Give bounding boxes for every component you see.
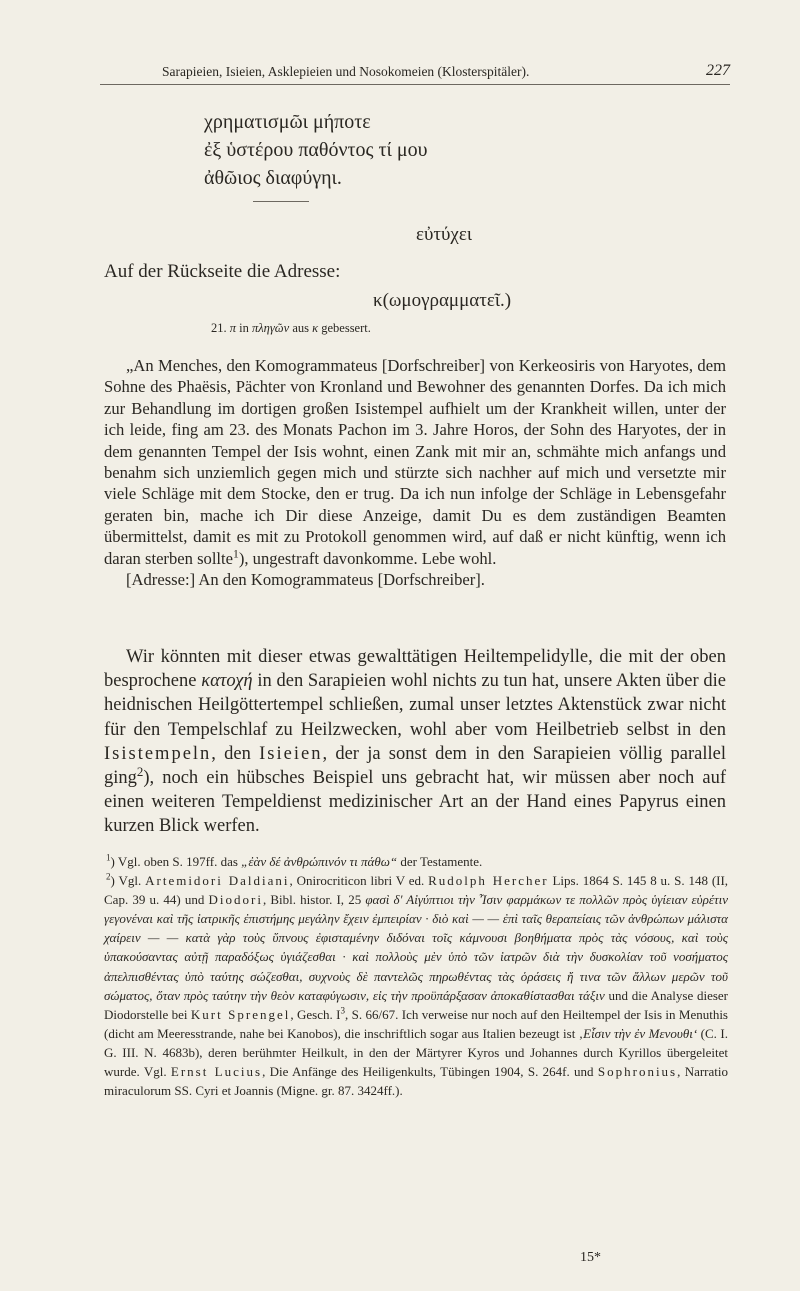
translation-text-end: ), ungestraft davonkomme. Lebe wohl. <box>238 548 497 568</box>
greek-address: κ(ωμογραμματεῖ.) <box>373 290 512 311</box>
greek-line-1: χρηματισμῶι μήποτε <box>204 111 371 133</box>
footnote-2-marker: 2 <box>106 871 111 882</box>
verso-label: Auf der Rückseite die Adresse: <box>104 261 341 282</box>
footnote-2-sup: 3 <box>340 1005 345 1016</box>
note-word: πληγῶν <box>252 321 290 335</box>
translation-block <box>104 355 726 590</box>
footnotes <box>104 852 728 1100</box>
greek-closing: εὐτύχει <box>416 224 472 245</box>
body-paragraph <box>104 645 726 839</box>
footnote-1-text: ) Vgl. oben S. 197ff. das <box>110 854 238 869</box>
spaced-sophronius: Sophronius <box>597 1064 678 1080</box>
footnote-2-text-h: (C. I. G. III. N. 4683b), deren berühmter Heilkult, in den der Märtyrer Kyros und Johannes durch Kyrillos übergeleitet wurde. Vgl. <box>104 1025 728 1080</box>
footnote-2-text-j: , Narratio miraculorum SS. Cyri et Joannis (Migne. gr. 87. 3424ff.). <box>104 1064 729 1099</box>
note-end: gebessert. <box>321 321 371 335</box>
footnote-2 <box>104 871 728 1100</box>
footnote-1-greek: „ἐὰν δέ ἀνθρώπινόν τι πάθω“ <box>241 854 398 869</box>
note-line-number: 21. <box>211 321 227 335</box>
translation-paragraph <box>104 355 726 569</box>
header-rule <box>100 84 730 85</box>
critical-note <box>211 321 371 336</box>
running-title: Sarapieien, Isieien, Asklepieien und Nosokomeien (Klosterspitäler). <box>162 64 530 79</box>
body-text-2: in den Sarapieien wohl nichts zu tun hat, unsere Akten über die heidnischen Heilgöttertempel schließen, zumal unser letztes Aktenstück zwar nicht für den Tempelschlaf zu Heilzwecken, wohl aber vom Heilbetrieb selbst in den <box>104 671 727 740</box>
footnote-ref-2: 2 <box>136 763 144 779</box>
footnote-2-text-e: und die Analyse dieser Diodorstelle bei <box>104 987 729 1022</box>
body-text-5: ), noch ein hübsches Beispiel uns gebracht hat, wir müssen aber noch auf einen weiteren Tempeldienst medizinischer Art an der Hand eines Papyrus einen kurzen Blick werfen. <box>104 768 726 837</box>
note-aus: aus <box>292 321 309 335</box>
body-text-3: , den <box>211 743 251 764</box>
footnote-1 <box>104 852 728 871</box>
signature-mark: 15* <box>580 1250 601 1265</box>
greek-divider <box>253 201 309 202</box>
footnote-2-greek-inscription: ‚Εἶσιν τὴν ἐν Μενουθι‘ <box>578 1025 698 1041</box>
spaced-lucius: Ernst Lucius <box>170 1064 263 1080</box>
footnote-2-greek-quote: φασὶ δ' Αἰγύπτιοι τὴν Ἶσιν φαρμάκων τε πολλῶν πρὸς ὑγίειαν εὑρέτιν γεγονέναι καὶ τῆς ἰατρικῆς ἐπιστήμης μεγάλην ἔχειν ἐμπειρίαν · διὸ καὶ — — ἐπὶ ταῖς θεραπείαις τῶν ἀνθρώπων μάλιστα χαίρειν — — κατὰ γὰρ τοὺς ὕπνους ἐφισταμένην διδόναι τοῖς κάμνουσι βοηθήματα πρὸς τὰς νόσους, καὶ τοὺς ὑπακούσαντας αὐτῇ παραδόξως ὑγιάζεσθαι · καὶ πολλοὺς μὲν ὑπὸ τῶν ἰατρῶν διὰ τὴν δυσκολίαν τοῦ νοσήματος ἀπελπισθέντας ὑπὸ ταύτης σώζεσθαι, συχνοὺς δὲ παντελῶς πηρωθέντας τὰς ὁράσεις ἤ τινα τῶν ἄλλων μερῶν τοῦ σώματος, ὅταν πρὸς ταύτην τὴν θεὸν καταφύγωσιν, εἰς τὴν προϋπάρξασαν ἀποκαθίστασθαι τάξιν <box>104 892 729 1003</box>
footnote-separator <box>104 838 726 839</box>
footnote-2-text-c: Lips. 1864 S. 145 8 u. S. 148 (II, Cap. 39 u. 44) und <box>104 873 729 908</box>
greek-line-3: ἀθῶιος διαφύγηι. <box>204 167 342 189</box>
spaced-sprengel: Kurt Sprengel <box>190 1006 291 1022</box>
translation-address: [Adresse:] An den Komogrammateus [Dorfschreiber]. <box>126 570 485 590</box>
spaced-hercher: Rudolph Hercher <box>428 873 549 889</box>
spaced-isistempeln: Isistempeln <box>104 743 212 764</box>
body-text-1: Wir könnten mit dieser etwas gewalttätigen Heiltempelidylle, die mit der oben besprochene <box>104 647 726 692</box>
footnote-2-text-a: ) Vgl. <box>110 873 142 889</box>
greek-line-2: ἐξ ὑστέρου παθόντος τί μου <box>204 139 428 161</box>
translation-text: „An Menches, den Komogrammateus [Dorfschreiber] von Kerkeosiris von Haryotes, dem Sohne des Phaësis, Pächter von Kronland und Bewohner des genannten Dorfes. Da ich mich zur Behandlung im dortigen großen Isistempel aufhielt um der Krankheit willen, unter der ich leide, fing am 23. des Monats Pachon im 3. Jahre Horos, der Sohn des Haryotes, der in dem genannten Tempel der Isis wohnt, einen Zank mit mir an, schmähte mich anfangs und benahm sich unziemlich gegen mich und stürzte sich nachher auf mich und versetzte mir viele Schläge mit dem Stocke, den er trug. Da ich nun infolge der Schläge in Lebensgefahr geraten bin, mache ich Dir diese Anzeige, damit Du es dem zuständigen Beamten übermittelst, damit es mit zu Protokoll genommen wird, auf daß er nicht künftig, wenn ich daran sterben sollte <box>104 356 726 568</box>
greek-katoche: κατοχή <box>201 671 253 692</box>
spaced-artemidori: Artemidori Daldiani <box>145 873 290 889</box>
greek-papyrus-text <box>204 108 428 192</box>
body-text-4: , der ja sonst dem in den Sarapieien völlig parallel ging <box>104 743 726 789</box>
footnote-2-text-f: , Gesch. I <box>290 1006 341 1022</box>
footnote-2-text-d: , Bibl. histor. I, 25 <box>262 892 362 908</box>
footnote-1-marker: 1 <box>106 852 111 863</box>
footnote-1-end: der Testamente. <box>400 854 483 869</box>
body-text <box>104 645 726 839</box>
page-header <box>100 58 730 84</box>
note-pi: π <box>229 321 237 335</box>
footnote-2-text-g: , S. 66/67. Ich verweise nur noch auf den Heiltempel der Isis in Menuthis (dicht am Meeresstrande, nahe bei Kanobos), die inschriftlich sogar aus Italien bezeugt ist <box>104 1006 728 1041</box>
footnote-ref-1: 1 <box>233 547 239 561</box>
footnote-2-text-i: , Die Anfänge des Heiligenkults, Tübingen 1904, S. 264f. und <box>262 1064 594 1080</box>
note-kappa: κ <box>312 321 319 335</box>
spaced-diodori: Diodori <box>208 892 263 908</box>
page-number: 227 <box>706 62 730 79</box>
note-in: in <box>239 321 249 335</box>
spaced-isieien: Isieien <box>259 743 323 764</box>
footnote-2-text-b: , Onirocriticon libri V ed. <box>289 873 425 889</box>
